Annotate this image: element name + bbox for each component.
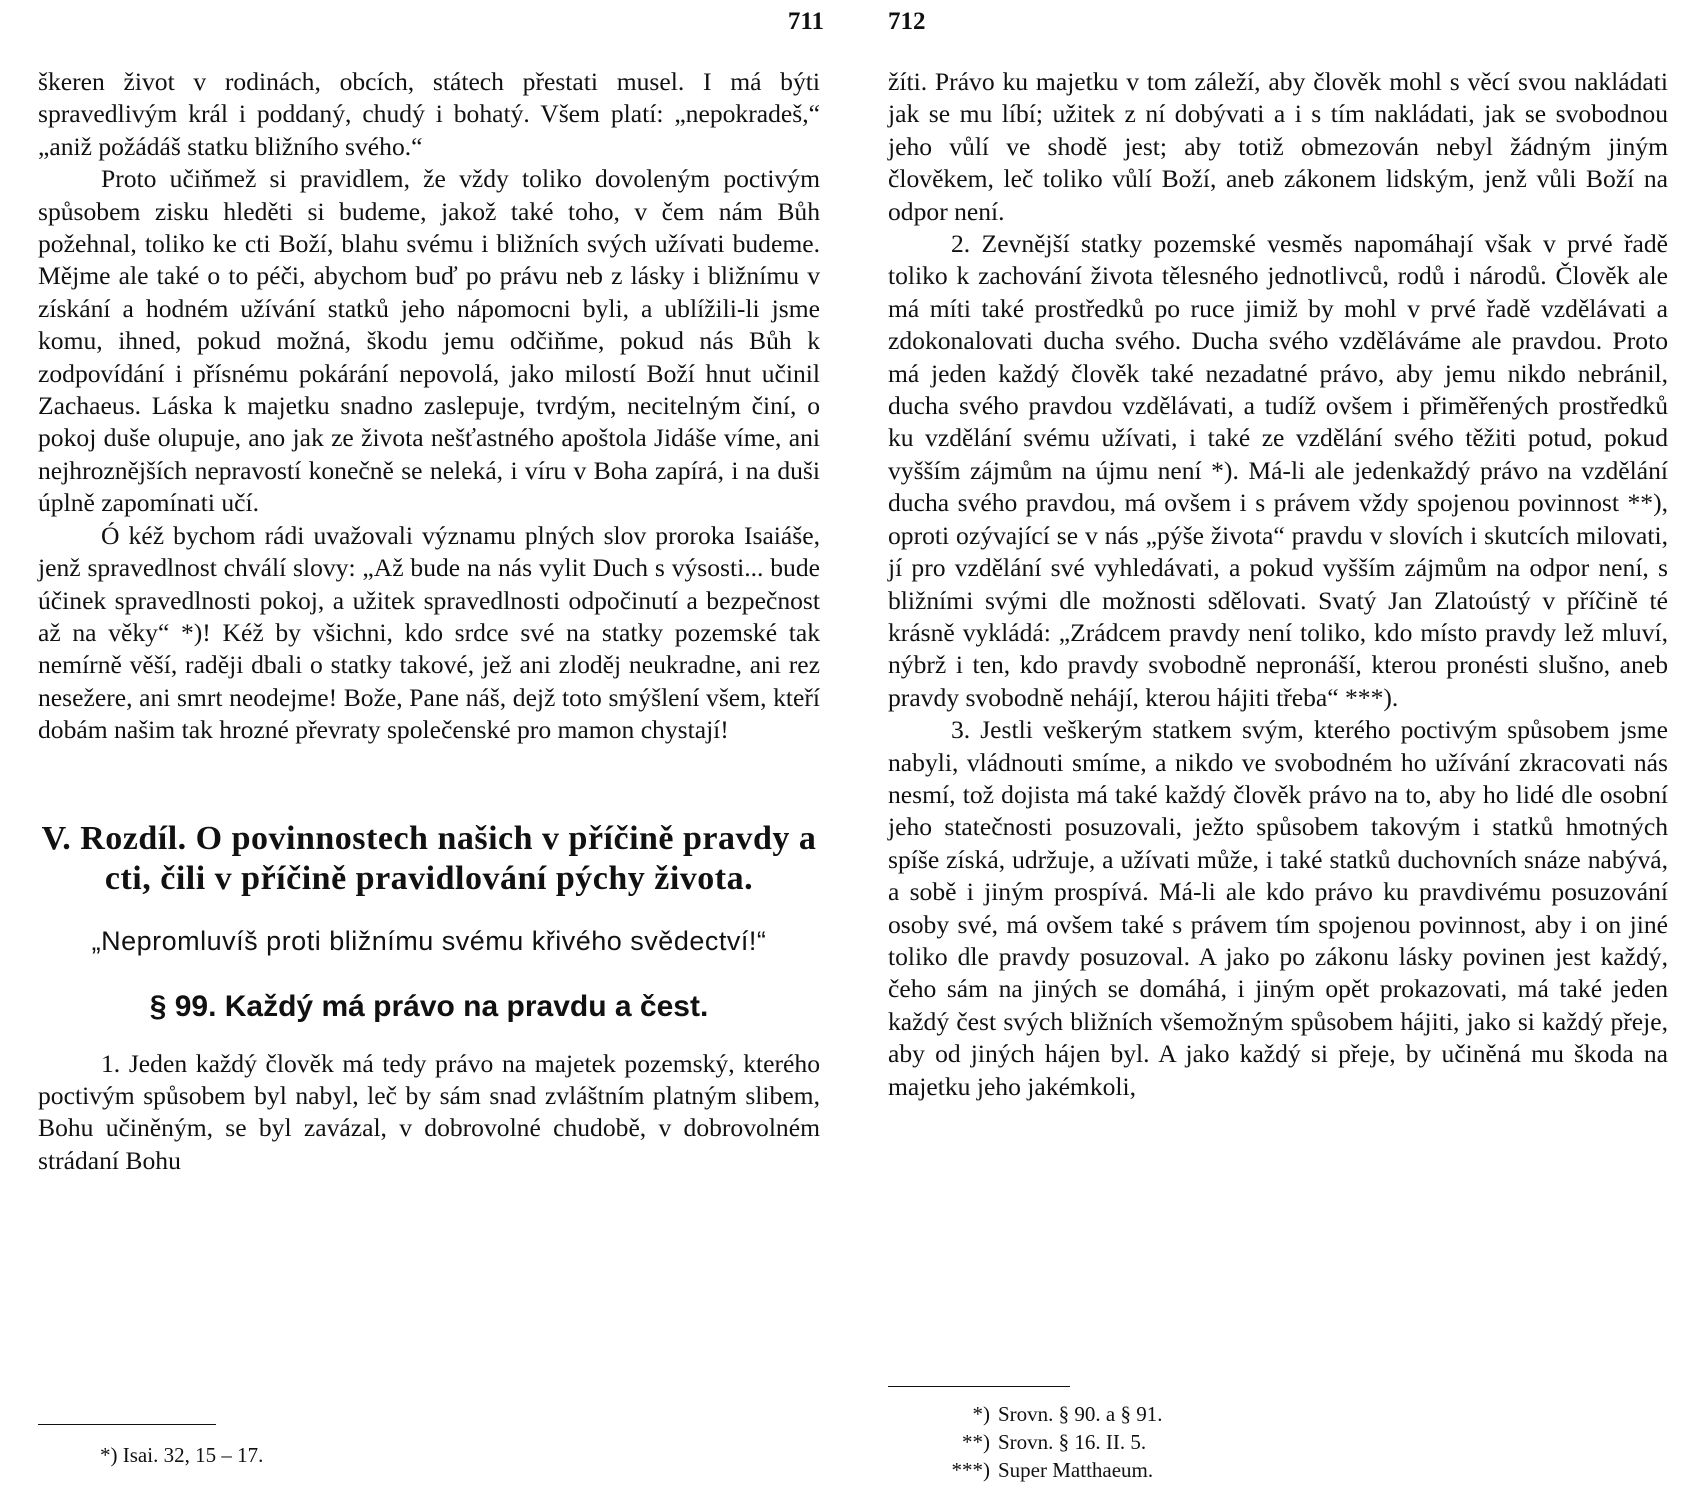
chapter-motto: „Nepromluvíš proti bližnímu svému křivého svědectví!“ [91, 925, 767, 956]
footnote-rule [888, 1386, 1070, 1387]
paragraph: 1. Jeden každý člověk má tedy právo na majetek pozemský, kterého poctivým spůsobem byl nabyl, leč by sám snad zvláštním platným slibem, Bohu učiněným, se byl zavázal, v dobrovolné chudobě, v dobrovolném strádaní Bohu [38, 1048, 820, 1175]
footnote-mark: **) [962, 1430, 990, 1454]
paragraph: Proto učiňmež si pravidlem, že vždy toliko dovoleným poctivým spůsobem zisku hleděti si budeme, jakož také toho, v čem nám Bůh požehnal, toliko ke cti Boží, blahu svému i bližních svých užívati budeme. Mějme ale také o to péči, abychom buď po právu neb z lásky i bližnímu v získání a hodném užívání statků jeho nápomocni byli, a ublížili-li jsme komu, ihned, pokud možná, škodu jemu odčiňme, pokud nás Bůh k zodpovídání i přísnému pokárání nepovolá, jako milostí Boží hnut učinil Zachaeus. Láska k majetku snadno zaslepuje, tvrdým, necitelným činí, o pokoj duše olupuje, ano jak ze života nešťastného apoštola Jidáše víme, ani nejhroznějších nepravostí konečně se neleká, i víru v Boha zapírá, i na duši úplně zapomínati učí. [38, 164, 820, 518]
footnote: *) Isai. 32, 15 – 17. [100, 1443, 264, 1467]
footnote-text: Srovn. § 16. II. 5. [998, 1430, 1147, 1454]
footnote [944, 1428, 1163, 1456]
section-heading: § 99. Každý má právo na pravdu a čest. [149, 989, 709, 1023]
paragraph: žíti. Právo ku majetku v tom záleží, aby člověk mohl s věcí svou nakládati jak se mu líbí; užitek z ní dobývati a i s tím nakládati, jak se svobodnou jeho vůlí ve shodě jest; aby totiž obmezován nebyl žádným jiným člověkem, leč toliko vůlí Boží, aneb zákonem lidským, jenž vůli Boží na odpor není. [888, 67, 1668, 226]
footnote [944, 1456, 1163, 1484]
page-number: 712 [888, 8, 926, 35]
paragraph: 3. Jestli veškerým statkem svým, kterého poctivým spůsobem jsme nabyli, vládnouti smíme, a nikdo ve svobodném ho užívání zkracovati nás nesmí, tož dojista má také každý člověk právo na to, aby ho lidé dle osobní jeho statečnosti posuzovali, ježto spůsobem takovým i statků hmotných spíše získá, udržuje, a užívati může, i také statků duchovních snáze nabývá, a sobě i jiným prospívá. Má-li ale kdo právo ku pravdivému posuzování osoby své, má ovšem také s právem tím spojenou povinnost, aby i on jiné toliko dle pravdy posuzoval. A jako po zákonu lásky povinen jest každý, čeho sám na jiných se domáhá, i jiným opět prokazovati, má také jeden každý čest svých bližních všemožným spůsobem hájiti, jako si každý přeje, aby od jiných hájen byl. A jako každý si přeje, by učiněná mu škoda na majetku jeho jakémkoli, [888, 715, 1668, 1101]
footnotes [944, 1400, 1163, 1484]
footnote-text: Srovn. § 90. a § 91. [998, 1402, 1163, 1426]
footnote-text: Super Matthaeum. [998, 1458, 1154, 1482]
page-body [888, 66, 1668, 1103]
chapter-heading: V. Rozdíl. O povinnostech našich v příčině pravdy a cti, čili v příčině pravidlování pýchy života. [41, 819, 817, 897]
paragraph: Ó kéž bychom rádi uvažovali významu plných slov proroka Isaiáše, jenž spravedlnost chválí slovy: „Až bude na nás vylit Duch s výsosti... bude účinek spravedlnosti pokoj, a užitek spravedlnosti odpočinutí a bezpečnost až na věky“ *)! Kéž by všichni, kdo srdce své na statky pozemské tak nemírně věší, raději dbali o statky takové, jež ani zloděj neukradne, ani rez nesežere, ani smrt neodejme! Bože, Pane náš, dejž toto smýšlení všem, kteří dobám našim tak hrozné převraty společenské pro mamon chystají! [38, 520, 820, 745]
footnote [944, 1400, 1163, 1428]
page-number: 711 [787, 8, 824, 35]
footnote-mark: *) [972, 1402, 990, 1426]
paragraph: škeren život v rodinách, obcích, státech přestati musel. I má býti spravedlivým král i poddaný, chudý i bohatý. Všem platí: „nepokradeš,“ „aniž požádáš statku bližního svého.“ [38, 67, 820, 161]
paragraph: 2. Zevnější statky pozemské vesměs napomáhají však v prvé řadě toliko k zachování života tělesného jednotlivců, rodů i národů. Člověk ale má míti také prostředků po ruce jimiž by mohl v prvé řadě vzdělávati a zdokonalovati ducha svého. Ducha svého vzděláváme ale pravdou. Proto má jeden každý člověk také nezadatné právo, aby jemu nikdo nebránil, ducha svého pravdou vzdělávati, a tudíž ovšem i přiměřených prostředků ku vzdělání svému užívati, i také ze vzdělání svého těžiti potud, pokud vyšším zájmům na újmu není *). Má-li ale jedenkaždý právo na vzdělání ducha svého pravdou, má ovšem i s právem vždy spojenou povinnost **), oproti ozývající se v nás „pýše života“ pravdu v slovích i skutcích milovati, jí pro vzdělání své vyhledávati, a pokud vyšším zájmům na odpor není, s bližními svými dle možnosti sdělovati. Svatý Jan Zlatoústý v příčině té krásně vykládá: „Zrádcem pravdy není toliko, kdo místo pravdy lež mluví, nýbrž i ten, kdo pravdy svobodně nepronáší, kterou pronésti slušno, aneb pravdy svobodně nehájí, kterou hájiti třeba“ ***). [888, 229, 1668, 712]
footnote-rule [38, 1424, 216, 1425]
page-body [38, 66, 820, 1177]
footnote-mark: ***) [951, 1458, 990, 1482]
